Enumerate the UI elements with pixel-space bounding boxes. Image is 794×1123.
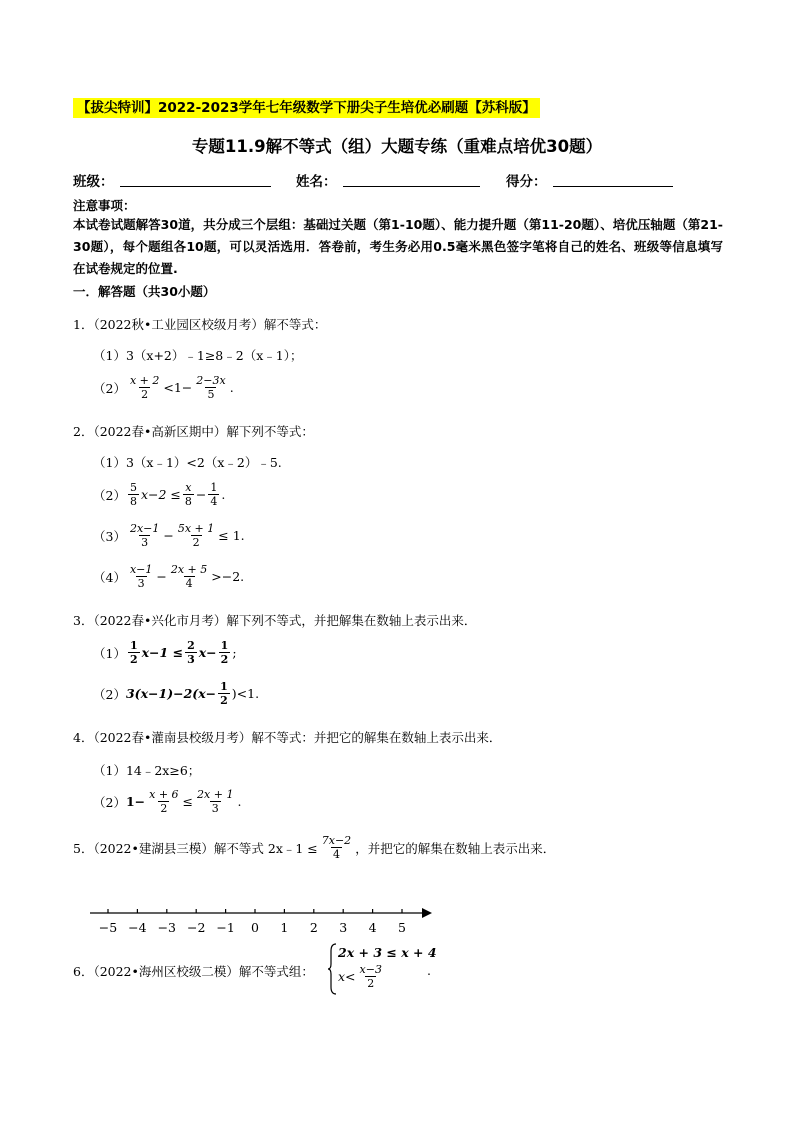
- system-line-2: [338, 963, 386, 990]
- punct: .: [229, 380, 234, 395]
- punct: .: [221, 487, 226, 502]
- number-line-tick-label: −1: [216, 920, 235, 935]
- punct: >−2.: [211, 569, 245, 584]
- fraction: $\frac{2-3x}{5}$: [196, 374, 226, 401]
- expr: 3(x−1)−2(x−: [125, 686, 217, 701]
- question-2-part-3: [93, 522, 245, 549]
- part-number: （4）: [93, 569, 126, 585]
- score-field[interactable]: [553, 186, 673, 187]
- fraction: $\frac{1}{2}$: [220, 680, 228, 707]
- number-line-tick-label: 2: [309, 920, 318, 935]
- question-6-stem: 6．（2022•海州区校级二模）解不等式组：: [73, 964, 314, 979]
- question-4-part-1: （1）14﹣2x≥6；: [93, 763, 201, 778]
- question-1-part-2: [93, 374, 234, 401]
- class-label: 班级：: [73, 174, 114, 190]
- fraction: $\frac{x}{8}$: [184, 481, 192, 508]
- number-line-tick-label: 0: [251, 920, 259, 935]
- part-number: （1）: [93, 645, 126, 661]
- fraction: $\frac{x-1}{3}$: [129, 563, 153, 590]
- punct: .: [237, 794, 242, 809]
- stem-text: ，并把它的解集在数轴上表示出来．: [355, 840, 556, 856]
- fraction: $\frac{2x + 1}{3}$: [197, 788, 234, 815]
- part-number: （2）: [93, 686, 126, 702]
- student-info-row: [73, 170, 733, 190]
- question-2-part-4: [93, 563, 244, 590]
- number-line-tick-label: −5: [98, 920, 118, 935]
- inequality-system: [327, 943, 437, 995]
- question-4-part-2: [93, 788, 241, 815]
- expr: x−2 ≤: [140, 487, 181, 502]
- stem-text: 5．（2022•建湖县三模）解不等式 2x﹣1 ≤: [73, 840, 318, 856]
- fraction: $\frac{2x-1}{3}$: [129, 522, 160, 549]
- system-line-1: 2x + 3 ≤ x + 4: [338, 945, 437, 960]
- number-line-tick-label: 3: [339, 920, 348, 935]
- question-3-part-2: [93, 680, 259, 707]
- punct: ≤ 1.: [218, 528, 245, 543]
- part-number: （2）: [93, 794, 126, 810]
- fraction: $\frac{1}{4}$: [210, 481, 218, 508]
- series-banner: 【拔尖特训】2022-2023学年七年级数学下册尖子生培优必刷题【苏科版】: [73, 98, 540, 118]
- part-number: （3）: [93, 528, 126, 544]
- question-2-part-2: [93, 481, 225, 508]
- name-field[interactable]: [343, 186, 480, 187]
- number-line-tick-label: 5: [398, 920, 406, 935]
- fraction: $\frac{1}{2}$: [220, 639, 229, 666]
- fraction: $\frac{x-3}{2}$: [359, 963, 382, 990]
- fraction: $\frac{1}{2}$: [129, 639, 138, 666]
- part-number: （2）: [93, 380, 126, 396]
- page-title: 专题11.9解不等式（组）大题专练（重难点培优30题）: [191, 137, 603, 156]
- expr: )<1.: [231, 686, 260, 701]
- fraction: $\frac{2x + 5}{4}$: [170, 563, 208, 590]
- operator: ≤: [182, 794, 194, 809]
- number-line: [88, 898, 440, 938]
- fraction: $\frac{7x-2}{4}$: [321, 834, 352, 861]
- class-field[interactable]: [120, 186, 271, 187]
- question-2-part-1: （1）3（x﹣1）<2（x﹣2）﹣5.: [93, 455, 282, 470]
- expr: x−: [198, 645, 217, 660]
- fraction: $\frac{5x + 1}{2}$: [177, 522, 215, 549]
- name-label: 姓名：: [296, 174, 337, 190]
- number-line-tick-label: −3: [157, 920, 177, 935]
- part-number: （2）: [93, 487, 126, 503]
- question-3-part-1: [93, 639, 237, 666]
- left-brace-icon: [327, 943, 337, 995]
- question-4-stem: 4．（2022春•灌南县校级月考）解不等式：并把它的解集在数轴上表示出来．: [73, 730, 502, 745]
- score-label: 得分：: [506, 174, 547, 190]
- operator: −: [195, 487, 207, 502]
- question-1-stem: 1．（2022秋•工业园区校级月考）解不等式：: [73, 317, 327, 332]
- section-title: 一．解答题（共30小题）: [73, 284, 216, 299]
- question-2-stem: 2．（2022春•高新区期中）解下列不等式：: [73, 424, 314, 439]
- punct: ;: [232, 645, 237, 660]
- notes-title: 注意事项：: [73, 198, 136, 213]
- fraction: $\frac{x + 2}{2}$: [129, 374, 160, 401]
- fraction: $\frac{5}{8}$: [129, 481, 137, 508]
- number-line-tick-label: −4: [128, 920, 147, 935]
- fraction: $\frac{x + 6}{2}$: [149, 788, 179, 815]
- number-line-arrow-icon: [422, 908, 432, 918]
- expr: x−1 ≤: [141, 645, 184, 660]
- question-3-stem: 3．（2022春•兴化市月考）解下列不等式，并把解集在数轴上表示出来．: [73, 613, 477, 628]
- operator: −: [163, 528, 174, 543]
- operator: <1−: [163, 380, 193, 395]
- number-line-tick-label: 1: [280, 920, 289, 935]
- expr: x<: [338, 969, 356, 984]
- number-line-tick-label: −2: [186, 920, 206, 935]
- expr: 1−: [125, 794, 146, 809]
- question-1-part-1: （1）3（x+2）﹣1≥8﹣2（x﹣1）；: [93, 348, 303, 363]
- operator: −: [156, 569, 167, 584]
- system-end-punct: .: [427, 963, 431, 978]
- number-line-tick-label: 4: [368, 920, 377, 935]
- notes-body: 本试卷试题解答30道，共分成三个层组：基础过关题（第1-10题）、能力提升题（第11-20题）、培优压轴题（第21-30题），每个题组各10题，可以灵活选用．答卷前，考生务必用0.5毫米黑色签字笔将自己的姓名、班级等信息填写在试卷规定的位置.: [73, 217, 723, 276]
- question-5-stem: [73, 834, 555, 861]
- fraction: $\frac{2}{3}$: [187, 639, 195, 666]
